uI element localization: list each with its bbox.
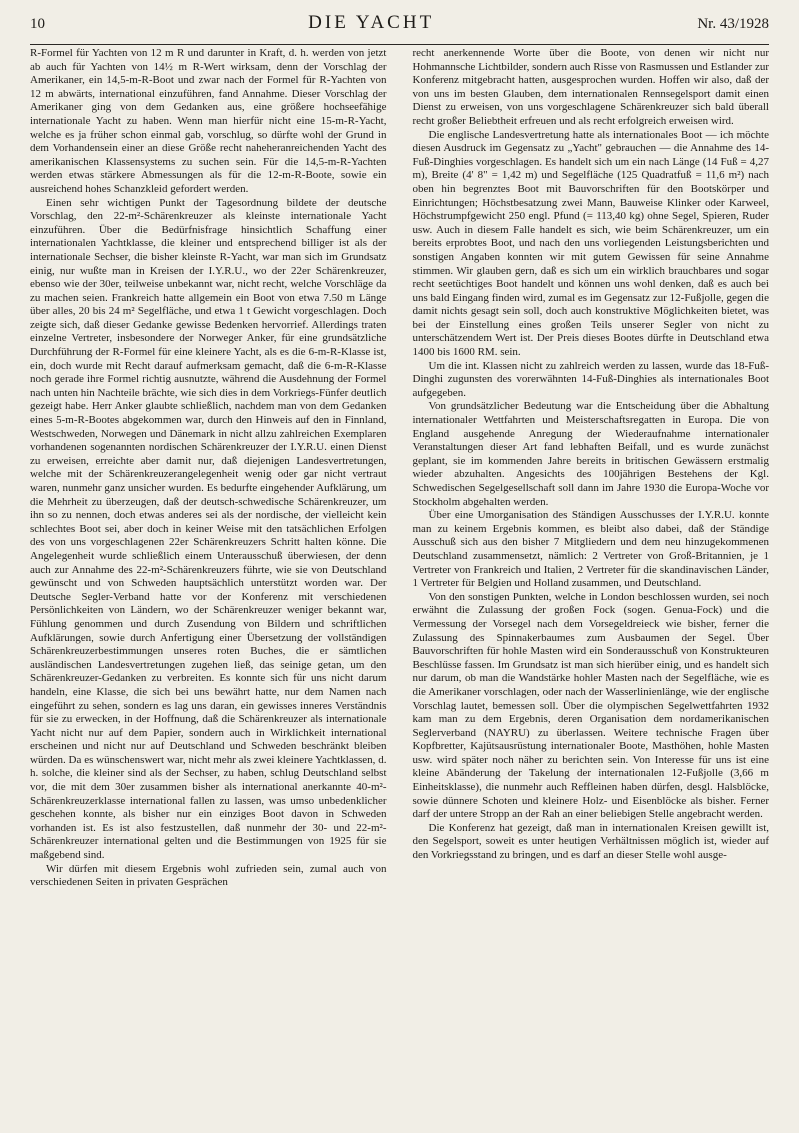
right-column	[413, 47, 770, 890]
page-header	[30, 12, 769, 38]
paragraph: Die Konferenz hat gezeigt, daß man in internationalen Kreisen gewillt ist, den Segelsport, soweit es unter heutigen Verhältnissen möglich ist, wieder auf den Vorkriegsstand zu bringen, und es darf an dieser Stelle wohl ausge-	[412, 821, 769, 862]
paragraph: Wir dürfen mit diesem Ergebnis wohl zufrieden sein, zumal auch von verschiedenen Seiten in privaten Gesprächen	[30, 862, 387, 889]
left-column	[30, 47, 387, 890]
issue-number: Nr. 43/1928	[697, 16, 769, 32]
page-number: 10	[30, 16, 45, 32]
paragraph: Von grundsätzlicher Bedeutung war die Entscheidung über die Abhaltung internationaler Wettfahrten und Meisterschaftsregatten in Europa. Die von England ausgehende Anregung der Wiederaufnahme internationaler Veranstaltungen dieser Art fand lebhaften Beifall, und es wurde zunächst geplant, sie im kommenden Jahre bereits in britischen Gewässern erstmalig wieder abzuhalten. Angesichts des 100jährigen Bestehens der Kgl. Schwedischen Segelgesellschaft soll dann im Jahre 1930 die Europa-Woche vor Stockholm abgehalten werden.	[412, 400, 769, 508]
paragraph: Über eine Umorganisation des Ständigen Ausschusses der I.Y.R.U. konnte man zu keinem Ergebnis kommen, es bleibt also dabei, daß der Ständige Ausschuß sich aus den bisher 7 Mitgliedern und dem neu hinzugekommenen Deutschland zusammensetzt, nämlich: 2 Vertreter von Groß-Britannien, je 1 Vertreter von Frankreich und Italien, 2 Vertreter für die skandinavischen Länder, 1 Vertreter für Belgien und Holland zusammen, und Deutschland.	[412, 509, 769, 590]
paragraph: R-Formel für Yachten von 12 m R und darunter in Kraft, d. h. werden von jetzt ab auch für Yachten von 14½ m R-Wert wirksam, denn der Vorschlag der Amerikaner, ein 14,5-m-R-Boot und zwar nach der Formel für R-Yachten von 12 m abwärts, international einzuführen, fand Annahme. Dieser Vorschlag der Amerikaner ging von dem Gedanken aus, eine größere hochseefähige internationale Yacht zu haben. Wenn man hierfür nicht eine 15-m-R-Yacht, welche es ja früher schon einmal gab, vorschlug, so dürfte wohl der Grund in dem Vorhandensein einer an diese Größe recht naheheranreichenden Yacht des amerikanischen Klassensystems zu suchen sein. Für die 14,5-m-R-Yachten werden etwas stärkere Abmessungen als für die 12-m-R-Boote, sowie ein ausreichend hohes Schanzkleid gefordert werden.	[30, 47, 387, 195]
paragraph: Die englische Landesvertretung hatte als internationales Boot — ich möchte diesen Ausdruck im Gegensatz zu „Yacht" gebrauchen — die Annahme des 14-Fuß-Dinghies vorgeschlagen. Es handelt sich um ein nach Länge (14 Fuß = 4,27 m), Breite (4' 8" = 1,42 m) und Segelfläche (125 Quadratfuß = 11,6 m²) nach oben hin begrenztes Boot mit Bauvorschriften für den Bootskörper und Einrichtungen; Höchstbesatzung zwei Mann, Bauweise Klinker oder Karweel, Höchstrumpfgewicht 250 engl. Pfund (= 113,40 kg) ohne Segel, Spieren, Ruder usw. Auch in diesem Falle handelt es sich, wie beim Schärenkreuzer, um ein bereits erprobtes Boot, und nach den uns vorliegenden Leistungsberichten und sonstigen Angaben konnten wir mit gutem Gewissen für seine Annahme stimmen. Wir glauben gern, daß es sich um ein wirklich brauchbares und sogar recht seetüchtiges Boot handelt und können uns wohl denken, daß es auch bei uns bald Eingang finden wird, zumal es im Gegensatz zur 12-Fußjolle, gegen die damit nichts gesagt sein soll, doch auch konstruktive Möglichkeiten bietet, was bei der Einstellung eines großen Teils unserer Segler von nicht zu unterschätzendem Wert ist. Der Preis dieses Bootes dürfte in Deutschland etwa 1400 bis 1600 RM. sein.	[412, 128, 769, 359]
paragraph: Einen sehr wichtigen Punkt der Tagesordnung bildete der deutsche Vorschlag, den 22-m²-Schärenkreuzer als kleinste internationale Yacht einzuführen. Über die Bedürfnisfrage hinsichtlich Schaffung einer internationalen Yachtklasse, die kleiner und entsprechend billiger ist als der internationale Sechser, die bisher kleinste R-Yacht, war man sich im Grundsatz einig, nur wußte man in Kreisen der I.Y.R.U., wo der 22er Schärenkreuzer, ebenso wie der 30er, teilweise unbekannt war, nicht recht, welche Vorschläge da zu machen seien. Frankreich hatte allgemein ein Boot von etwa 7.50 m Länge über alles, 20 bis 24 m² Segelfläche, und etwa 1 t Gewicht vorgeschlagen. Doch zeigte sich, daß dieser Gedanke gewisse Bedenken hervorrief. Allerdings traten einzelne Vertreter, insbesondere der Norweger Anker, für eine grundsätzliche Durchführung der R-Formel für eine kleinere Yacht, als es die 6-m-R-Klasse ist, ein, doch wurde mit Recht darauf aufmerksam gemacht, daß die 6-m-R-Klasse noch gerade ihre Formel richtig ausnutzte, während die Ausdehnung der Formel nach unten hin Nachteile brächte, wie sich dies in dem Vorkriegs-Fünfer deutlich gezeigt habe. Herr Anker glaubte schließlich, nachdem man von dem Gedanken eines 5-m-R-Bootes abgekommen war, durch den Hinweis auf den in Finnland, Westschweden, Norwegen und Dänemark in nicht allzu zahlreichen Exemplaren vorhandenen sogenannten nordischen Schärenkreuzer der I.Y.R.U. einen Dienst zu erweisen, erreichte aber damit nur, daß diejenigen Landesvertretungen, welche mit der Schärenkreuzerangelegenheit wenig oder gar nicht vertraut waren, nunmehr ganz unsicher wurden. Es bedurfte eingehender Aufklärung, um die Mehrheit zu überzeugen, daß der deutsch-schwedische Schärenkreuzer, um ihn so zu nennen, doch etwas anderes sei als der nordische, der vielleicht kein schlechtes Boot sei, aber doch in keiner Weise mit den tatsächlichen Erfolgen des von uns vorgeschlagenen 22er Schärenkreuzers Schritt halten könne. Die Angelegenheit wurde schließlich einem Unterausschuß überwiesen, der denn auch zur Annahme des 22-m²-Schärenkreuzers führte, wie sie von Deutschland gewünscht und von Schweden hauptsächlich unterstützt worden war. Der Deutsche Segler-Verband hatte vor der Konferenz mit verschiedenen Persönlichkeiten von Ländern, wo der Schärenkreuzer weniger bekannt war, Fühlung genommen und durch Zusendung von Bildern und schriftlichen Aufklärungen, sowie durch Anfertigung einer Übersetzung der vollständigen Schärenkreuzerbestimmungen unseres roten Buches, die er sämtlichen ausländischen Landesvertretungen zugehen ließ, das seinige getan, um den Schärenkreuzer-Gedanken zu verbreiten. Es konnte sich für uns nicht darum handeln, eine Klasse, die sich bei uns bewährt hatte, nur dem Namen nach eingeführt zu sehen, sondern es lag uns daran, ein gewisses inneres Verständnis für sie zu erwecken, in der Hoffnung, daß die Schärenkreuzer als internationale Yacht nicht nur auf dem Papier, sondern auch in Wirklichkeit international erscheinen und nicht nur auf Deutschland und Schweden beschränkt bleiben würden. Da es wünschenswert war, nicht mehr als zwei kleinere Yachtklassen, d. h. solche, die kleiner sind als der Sechser, zu haben, schlug Deutschland selbst vor, die mit dem 30er zusammen bisher als international anerkannte 40-m²-Schärenkreuzerklasse international fallen zu lassen, was umso unbedenklicher geschehen konnte, als bisher nur ein einziges Boot davon in Schweden vorhanden ist. Es ist also festzustellen, daß nunmehr der 30- und 22-m²-Schärenkreuzer international gelten und die Bestimmungen von 1925 für sie maßgebend sind.	[30, 196, 387, 862]
paragraph: recht anerkennende Worte über die Boote, von denen wir nicht nur Hohmannsche Lichtbilder, sondern auch Risse von Rasmussen und Estlander zur Konferenz mitgebracht hatten, ausgesprochen wurden. Hoffen wir also, daß der von uns im besten Glauben, dem internationalen Rennsegelsport damit einen Dienst zu erweisen, von uns vorgeschlagene Schärenkreuzer sich bald überall recht großer Beliebtheit erfreuen und als recht erfolgreich erweisen wird.	[412, 47, 769, 127]
paragraph: Von den sonstigen Punkten, welche in London beschlossen wurden, sei noch erwähnt die Zulassung der großen Fock (sogen. Genua-Fock) und die Vermessung der Vorsegel nach dem Vorsegeldreieck wie bisher, ferner die Zulassung des Spinnakerbaumes zum Ausbaumen der Segel. Über Bauvorschriften für hohle Masten wird ein Sonderausschuß von Konstrukteuren Beschlüsse fassen. Im Grundsatz ist man sich hierüber einig, und es handelt sich nur darum, ob man die Wandstärke hohler Masten nach der Segelfläche, wie es die Amerikaner vorschlagen, oder nach der Wasserlinienlänge, wie der englische Vorschlag lautet, bemessen soll. Über die olympischen Segelwettfahrten 1932 kam man zu dem Ergebnis, deren Organisation dem nordamerikanischen Seglerverband (NAYRU) zu überlassen. Weitere technische Fragen über Kopfbretter, Kajütsausrüstung internationaler Boote, Masthöhen, hohle Masten usw. wird später noch näher zu berichten sein. Von Interesse für uns ist eine kleine Abänderung der Takelung der internationalen 12-Fußjolle (3,66 m Einheitsklasse), die nunmehr auch Reffleinen haben dürfen, desgl. Halsblöcke, sowie dünnere Schoten und kleinere Holz- und Eisenblöcke als bisher. Ferner darf der untere Stropp an der Rah an einer beliebigen Stelle angebracht werden.	[412, 590, 769, 821]
magazine-title: DIE YACHT	[308, 12, 435, 33]
header-rule	[30, 44, 769, 45]
paragraph: Um die int. Klassen nicht zu zahlreich werden zu lassen, wurde das 18-Fuß-Dinghi zugunsten des vorerwähnten 14-Fuß-Dinghies als internationales Boot aufgegeben.	[412, 359, 769, 399]
article-body	[30, 47, 769, 890]
